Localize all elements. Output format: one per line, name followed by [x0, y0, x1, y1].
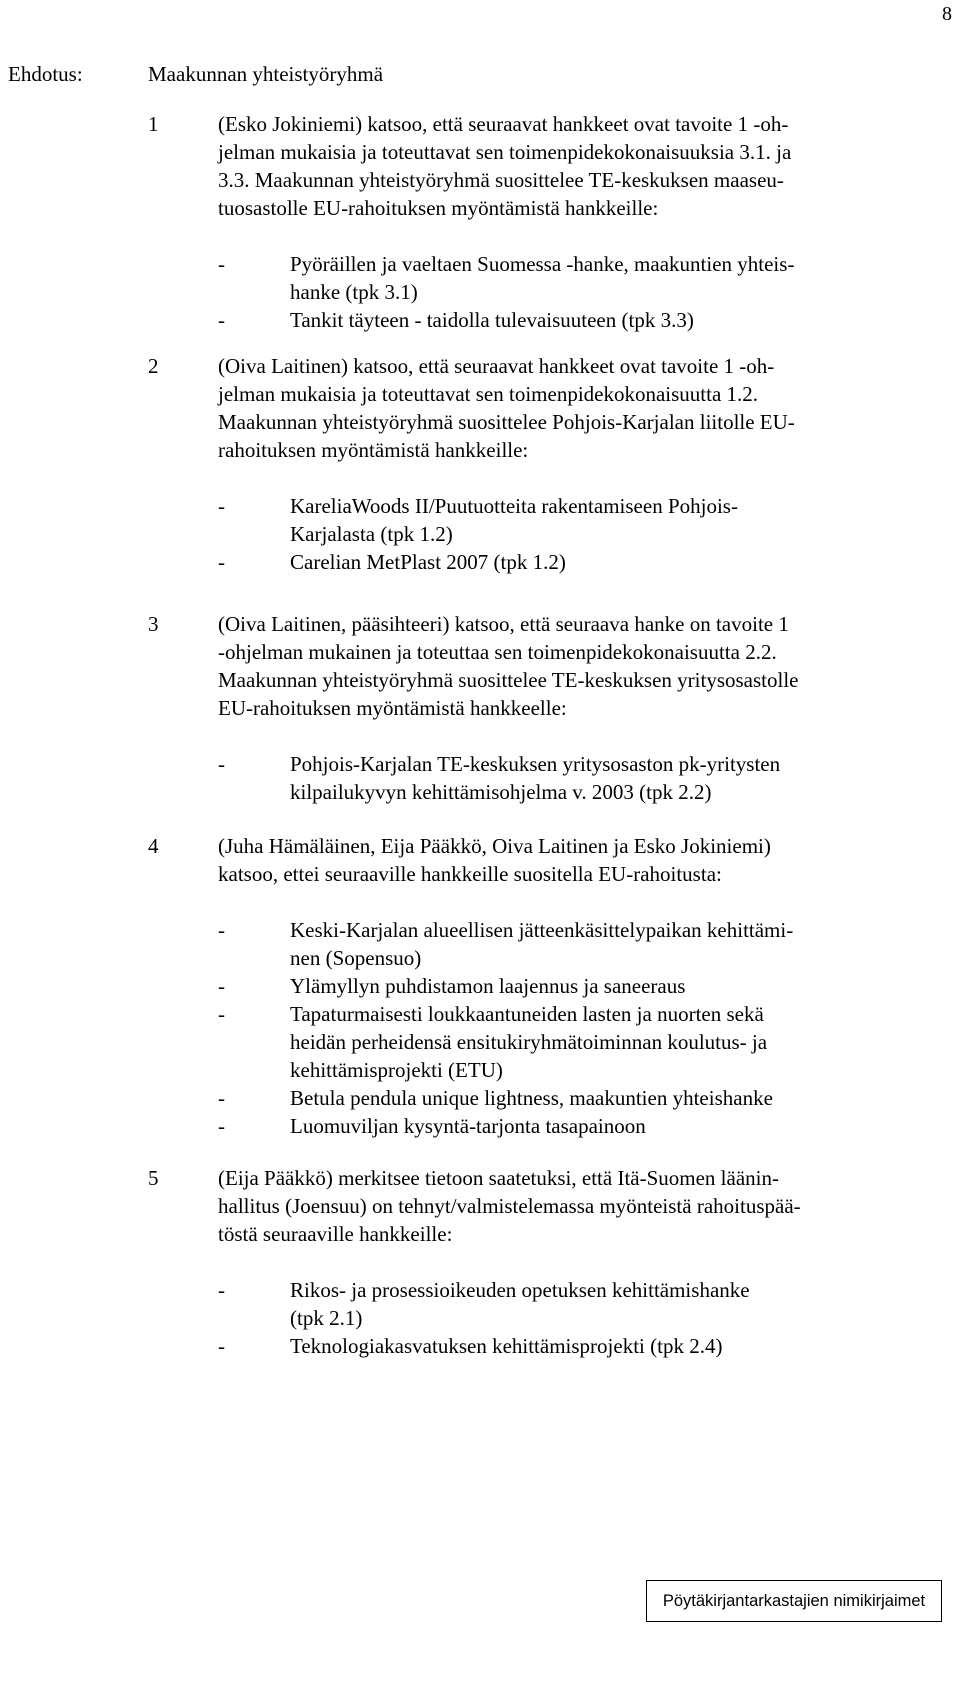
item-number: 1	[148, 112, 159, 136]
dash-bullet: -	[218, 550, 225, 574]
project-name-line: Tapaturmaisesti loukkaantuneiden lasten ja nuorten sekä	[290, 1002, 764, 1026]
project-name-line: (tpk 2.1)	[290, 1306, 363, 1330]
project-list-item	[148, 1332, 938, 1360]
project-list-item	[148, 306, 938, 334]
dash-bullet: -	[218, 1086, 225, 1110]
project-name-line: Betula pendula unique lightness, maakuntien yhteishanke	[290, 1086, 773, 1110]
project-list-item	[148, 1276, 938, 1332]
project-name-line: nen (Sopensuo)	[290, 946, 422, 970]
project-name-line: Ylämyllyn puhdistamon laajennus ja saneeraus	[290, 974, 686, 998]
project-name-line: Keski-Karjalan alueellisen jätteenkäsittelypaikan kehittämi-	[290, 918, 794, 942]
item-text-line: katsoo, ettei seuraaville hankkeille suositella EU-rahoitusta:	[218, 862, 722, 886]
dash-bullet: -	[218, 1114, 225, 1138]
item-text-line: -ohjelman mukainen ja toteuttaa sen toimenpidekokonaisuutta 2.2.	[218, 640, 777, 664]
project-list-item	[148, 1084, 938, 1112]
dash-bullet: -	[218, 252, 225, 276]
item-text-line: (Esko Jokiniemi) katsoo, että seuraavat hankkeet ovat tavoite 1 -oh-	[218, 112, 789, 136]
dash-bullet: -	[218, 974, 225, 998]
item-number: 2	[148, 354, 159, 378]
item-number: 4	[148, 834, 159, 858]
project-list-item	[148, 750, 938, 806]
item-text-line: Maakunnan yhteistyöryhmä suosittelee Pohjois-Karjalan liitolle EU-	[218, 410, 795, 434]
section-heading: Maakunnan yhteistyöryhmä	[148, 62, 384, 86]
project-name-line: Pohjois-Karjalan TE-keskuksen yritysosaston pk-yritysten	[290, 752, 781, 776]
project-list-item	[148, 548, 938, 576]
project-list-item	[148, 1112, 938, 1140]
dash-bullet: -	[218, 918, 225, 942]
project-name-line: kilpailukyvyn kehittämisohjelma v. 2003 (tpk 2.2)	[290, 780, 712, 804]
item-text-line: (Eija Pääkkö) merkitsee tietoon saatetuksi, että Itä-Suomen läänin-	[218, 1166, 779, 1190]
project-name-line: KareliaWoods II/Puutuotteita rakentamiseen Pohjois-	[290, 494, 738, 518]
dash-bullet: -	[218, 752, 225, 776]
project-name-line: Luomuviljan kysyntä-tarjonta tasapainoon	[290, 1114, 646, 1138]
item-text-line: 3.3. Maakunnan yhteistyöryhmä suosittelee TE-keskuksen maaseu-	[218, 168, 784, 192]
item-text-line: hallitus (Joensuu) on tehnyt/valmistelemassa myönteistä rahoituspää-	[218, 1194, 801, 1218]
item-text-line: jelman mukaisia ja toteuttavat sen toimenpidekokonaisuutta 1.2.	[218, 382, 759, 406]
item-text-line: EU-rahoituksen myöntämistä hankkeelle:	[218, 696, 567, 720]
item-number: 3	[148, 612, 159, 636]
project-name-line: Rikos- ja prosessioikeuden opetuksen kehittämishanke	[290, 1278, 750, 1302]
project-name-line: heidän perheidensä ensitukiryhmätoiminnan koulutus- ja	[290, 1030, 768, 1054]
item-number: 5	[148, 1166, 159, 1190]
agenda-item	[148, 1164, 938, 1360]
dash-bullet: -	[218, 1334, 225, 1358]
item-text-line: töstä seuraaville hankkeille:	[218, 1222, 453, 1246]
dash-bullet: -	[218, 494, 225, 518]
project-name-line: Teknologiakasvatuksen kehittämisprojekti (tpk 2.4)	[290, 1334, 723, 1358]
item-text-line: jelman mukaisia ja toteuttavat sen toimenpidekokonaisuuksia 3.1. ja	[218, 140, 792, 164]
item-text-line: (Oiva Laitinen, pääsihteeri) katsoo, että seuraava hanke on tavoite 1	[218, 612, 789, 636]
project-name-line: Pyöräillen ja vaeltaen Suomessa -hanke, maakuntien yhteis-	[290, 252, 795, 276]
project-list-item	[148, 492, 938, 548]
project-list-item	[148, 1000, 938, 1084]
agenda-item	[148, 110, 938, 334]
dash-bullet: -	[218, 1002, 225, 1026]
item-text-line: Maakunnan yhteistyöryhmä suosittelee TE-keskuksen yritysosastolle	[218, 668, 799, 692]
page-number: 8	[942, 3, 952, 25]
item-text-line: (Oiva Laitinen) katsoo, että seuraavat hankkeet ovat tavoite 1 -oh-	[218, 354, 775, 378]
dash-bullet: -	[218, 1278, 225, 1302]
item-text-line: tuosastolle EU-rahoituksen myöntämistä hankkeille:	[218, 196, 659, 220]
project-name-line: hanke (tpk 3.1)	[290, 280, 418, 304]
project-list-item	[148, 250, 938, 306]
proposal-label: Ehdotus:	[8, 62, 83, 86]
agenda-item	[148, 610, 938, 806]
project-name-line: kehittämisprojekti (ETU)	[290, 1058, 503, 1082]
agenda-item	[148, 352, 938, 576]
agenda-item	[148, 832, 938, 1140]
project-name-line: Tankit täyteen - taidolla tulevaisuuteen (tpk 3.3)	[290, 308, 694, 332]
project-list-item	[148, 916, 938, 972]
project-name-line: Carelian MetPlast 2007 (tpk 1.2)	[290, 550, 566, 574]
item-text-line: (Juha Hämäläinen, Eija Pääkkö, Oiva Laitinen ja Esko Jokiniemi)	[218, 834, 771, 858]
project-name-line: Karjalasta (tpk 1.2)	[290, 522, 453, 546]
signature-initials-box: Pöytäkirjantarkastajien nimikirjaimet	[646, 1580, 942, 1622]
dash-bullet: -	[218, 308, 225, 332]
item-text-line: rahoituksen myöntämistä hankkeille:	[218, 438, 529, 462]
project-list-item	[148, 972, 938, 1000]
